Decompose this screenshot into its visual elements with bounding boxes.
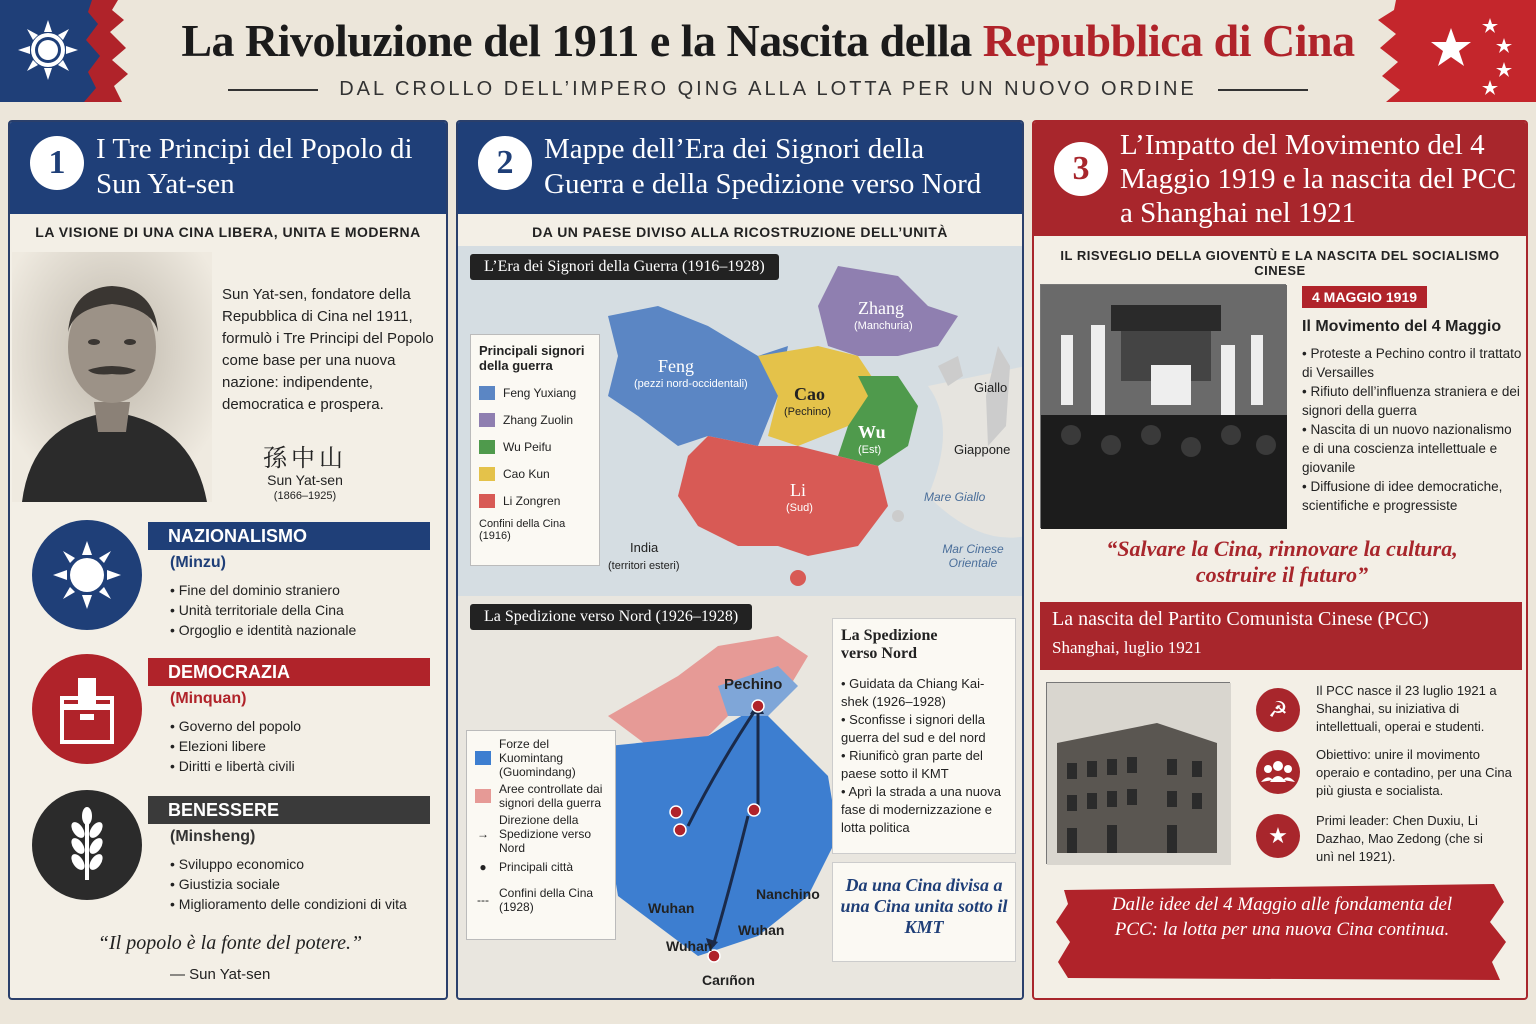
list-item: • Sviluppo economico [170, 854, 407, 874]
place-india-sub: (territori esteri) [608, 560, 680, 572]
sun-icon [32, 520, 142, 630]
list-item: • Proteste a Pechino contro il trattato di Versailles [1302, 344, 1522, 382]
panel-1-subtitle: LA VISIONE DI UNA CINA LIBERA, UNITA E MODERNA [35, 224, 421, 240]
city-wuhan: Wuhan [666, 938, 713, 954]
legend-item: Feng Yuxiang [479, 379, 591, 406]
nationalism-list [170, 580, 356, 640]
pcc-subtitle: Shanghai, luglio 1921 [1052, 638, 1202, 657]
expedition-list [841, 675, 1011, 837]
dot-icon: ● [479, 860, 487, 874]
list-item: • Miglioramento delle condizioni di vita [170, 894, 407, 914]
sun-yat-sen-name: Sun Yat-sen [267, 472, 343, 488]
sun-yat-sen-quote: “Il popolo è la fonte del potere.” [97, 932, 363, 954]
legend-item: Aree controllate dai signori della guerra [475, 777, 607, 815]
region-sub-feng: (pezzi nord-occidentali) [634, 378, 748, 390]
list-item: • Orgoglio e identità nazionale [170, 620, 356, 640]
quote-author: — Sun Yat-sen [170, 966, 271, 983]
region-sub-li: (Sud) [786, 502, 813, 514]
region-label-zhang: Zhang [858, 298, 904, 318]
page-title [0, 14, 1536, 67]
list-item: • Fine del dominio straniero [170, 580, 356, 600]
legend-item: Wu Peifu [479, 433, 591, 460]
page-title-main: La Rivoluzione del 1911 e la Nascita della [181, 15, 983, 66]
sun-yat-sen-chinese-signature: 孫中山 [263, 446, 347, 472]
list-item: • Rifiuto dell’influenza straniera e dei signori della guerra [1302, 382, 1522, 420]
legend-item: → Direzione della Spedizione verso Nord [477, 813, 592, 855]
expedition-quote: Da una Cina divisa a una Cina unita sotto il KMT [832, 862, 1016, 962]
region-sub-zhang: (Manchuria) [854, 320, 913, 332]
place-mare-giallo: Mare Giallo [924, 490, 986, 504]
northern-expedition-map [458, 596, 1024, 1000]
sun-yat-sen-intro: Sun Yat-sen, fondatore della Repubblica di Cina nel 1911, formulò i Tre Principi del Popolo come base per una nuova nazione: indipendente, democratica e prospera. [222, 286, 434, 413]
pcc-item-founding: Il PCC nasce il 23 luglio 1921 a Shanghai, su iniziativa di intellettuali, operai e studenti. [1316, 683, 1497, 734]
legend-title: Principali signori della guerra [479, 343, 585, 373]
expedition-legend [466, 730, 616, 940]
map2-label: La Spedizione verso Nord (1926–1928) [470, 604, 752, 630]
nationalism-heading: NAZIONALISMO [148, 522, 430, 550]
city-canton: Carıñon [702, 972, 755, 988]
pcc-item-goal: Obiettivo: unire il movimento operaio e contadino, per una Cina più giusta e socialista. [1316, 747, 1512, 798]
panel-3-subtitle: IL RISVEGLIO DELLA GIOVENTÙ E LA NASCITA DEL SOCIALISMO CINESE [1060, 248, 1500, 278]
list-item: • Governo del popolo [170, 716, 301, 736]
sun-yat-sen-years: (1866–1925) [273, 490, 337, 502]
may-fourth-badge: 4 MAGGIO 1919 [1302, 286, 1427, 308]
city-wuhan: Wuhan [648, 900, 695, 916]
shanghai-building-photo [1046, 682, 1230, 864]
panel-2-header [458, 122, 1022, 214]
pcc-header [1040, 602, 1522, 670]
list-item: • Aprì la strada a una nuova fase di modernizzazione e lotta politica [841, 783, 1011, 837]
wheat-icon [32, 790, 142, 900]
hammer-sickle-icon: ☭ [1256, 688, 1300, 732]
list-item: • Sconfisse i signori della guerra del sud e del nord [841, 711, 1011, 747]
may-fourth-protest-photo [1040, 284, 1286, 528]
warlord-legend [470, 334, 600, 566]
list-item: • Giustizia sociale [170, 874, 407, 894]
city-pechino: Pechino [724, 676, 783, 693]
region-label-li: Li [790, 480, 806, 500]
arrow-icon: → [477, 827, 489, 841]
city-nanchino: Nanchino [756, 886, 820, 902]
panel-three-principles [8, 120, 448, 1000]
livelihood-list [170, 854, 407, 914]
map1-label: L’Era dei Signori della Guerra (1916–1928) [470, 254, 779, 280]
democracy-list [170, 716, 301, 776]
list-item: • Guidata da Chiang Kai-shek (1926–1928) [841, 675, 1011, 711]
list-item: • Nascita di un nuovo nazionalismo e di una coscienza intellettuale e giovanile [1302, 420, 1522, 477]
livelihood-subtitle: (Minsheng) [170, 828, 256, 845]
city-wuhan: Wuhan [738, 922, 785, 938]
panel-warlord-maps [456, 120, 1024, 1000]
ballot-box-icon [32, 654, 142, 764]
panel-1-number: 1 [30, 136, 84, 190]
legend-item: --- Confini della Cina (1928) [477, 886, 594, 914]
panel-1-title: I Tre Principi del Popolo di Sun Yat-sen [96, 133, 413, 200]
star-icon: ★ [1256, 814, 1300, 858]
list-item: • Diritti e libertà civili [170, 756, 301, 776]
panel-2-number: 2 [478, 136, 532, 190]
legend-item: Zhang Zuolin [479, 406, 591, 433]
warlord-era-map [458, 246, 1024, 596]
footer-quote: Dalle idee del 4 Maggio alle fondamenta del PCC: la lotta per una nuova Cina continua. [1111, 894, 1453, 940]
dash-icon: --- [477, 893, 489, 907]
legend-item: ● Principali città [475, 853, 607, 881]
democracy-subtitle: (Minquan) [170, 690, 247, 707]
may-fourth-title: Il Movimento del 4 Maggio [1302, 318, 1502, 335]
place-mar-cinese: Mar Cinese Orientale [942, 542, 1004, 570]
list-item: • Riunificò gran parte del paese sotto il KMT [841, 747, 1011, 783]
region-label-wu: Wu [858, 422, 886, 442]
region-sub-cao: (Pechino) [784, 406, 832, 418]
place-india: India [630, 540, 659, 555]
democracy-heading: DEMOCRAZIA [148, 658, 430, 686]
region-label-feng: Feng [658, 356, 694, 376]
sun-yat-sen-portrait [12, 252, 212, 502]
expedition-box-title: La Spedizione verso Nord [841, 627, 938, 662]
may-fourth-list [1302, 344, 1522, 515]
people-icon [1256, 750, 1300, 794]
panel-1-header [10, 122, 446, 214]
panel-2-subtitle: DA UN PAESE DIVISO ALLA RICOSTRUZIONE DELL’UNITÀ [532, 224, 948, 240]
may-fourth-quote: “Salvare la Cina, rinnovare la cultura, costruire il futuro” [1106, 536, 1458, 587]
page-subtitle: DAL CROLLO DELL’IMPERO QING ALLA LOTTA PER UN NUOVO ORDINE [339, 78, 1197, 100]
region-sub-wu: (Est) [858, 444, 882, 456]
legend-item: Forze del Kuomintang (Guomindang) [475, 739, 607, 777]
livelihood-heading: BENESSERE [148, 796, 430, 824]
place-giappone: Giappone [954, 442, 1011, 457]
nationalism-subtitle: (Minzu) [170, 554, 226, 571]
panel-may-fourth [1032, 120, 1528, 1000]
panel-2-title: Mappe dell’Era dei Signori della Guerra e della Spedizione verso Nord [544, 133, 982, 200]
list-item: • Elezioni libere [170, 736, 301, 756]
page-title-highlight: Repubblica di Cina [982, 15, 1355, 66]
legend-item: Cao Kun [479, 460, 591, 487]
panel-3-header [1034, 122, 1526, 236]
region-label-cao: Cao [794, 384, 825, 404]
place-giallo: Giallo [974, 380, 1008, 395]
pcc-title: La nascita del Partito Comunista Cinese (PCC) [1052, 608, 1429, 630]
panel-3-title: L’Impatto del Movimento del 4 Maggio 1919 e la nascita del PCC a Shanghai nel 1921 [1120, 129, 1517, 229]
legend-border: Confini della Cina (1916) [479, 518, 566, 542]
expedition-info-box [832, 618, 1016, 854]
pcc-item-leaders: Primi leader: Chen Duxiu, Li Dazhao, Mao Zedong (che si unì nel 1921). [1316, 813, 1483, 864]
list-item: • Diffusione di idee democratiche, scientifiche e progressiste [1302, 477, 1522, 515]
list-item: • Unità territoriale della Cina [170, 600, 356, 620]
legend-item: Li Zongren [479, 487, 591, 514]
panel-3-number: 3 [1054, 142, 1108, 196]
